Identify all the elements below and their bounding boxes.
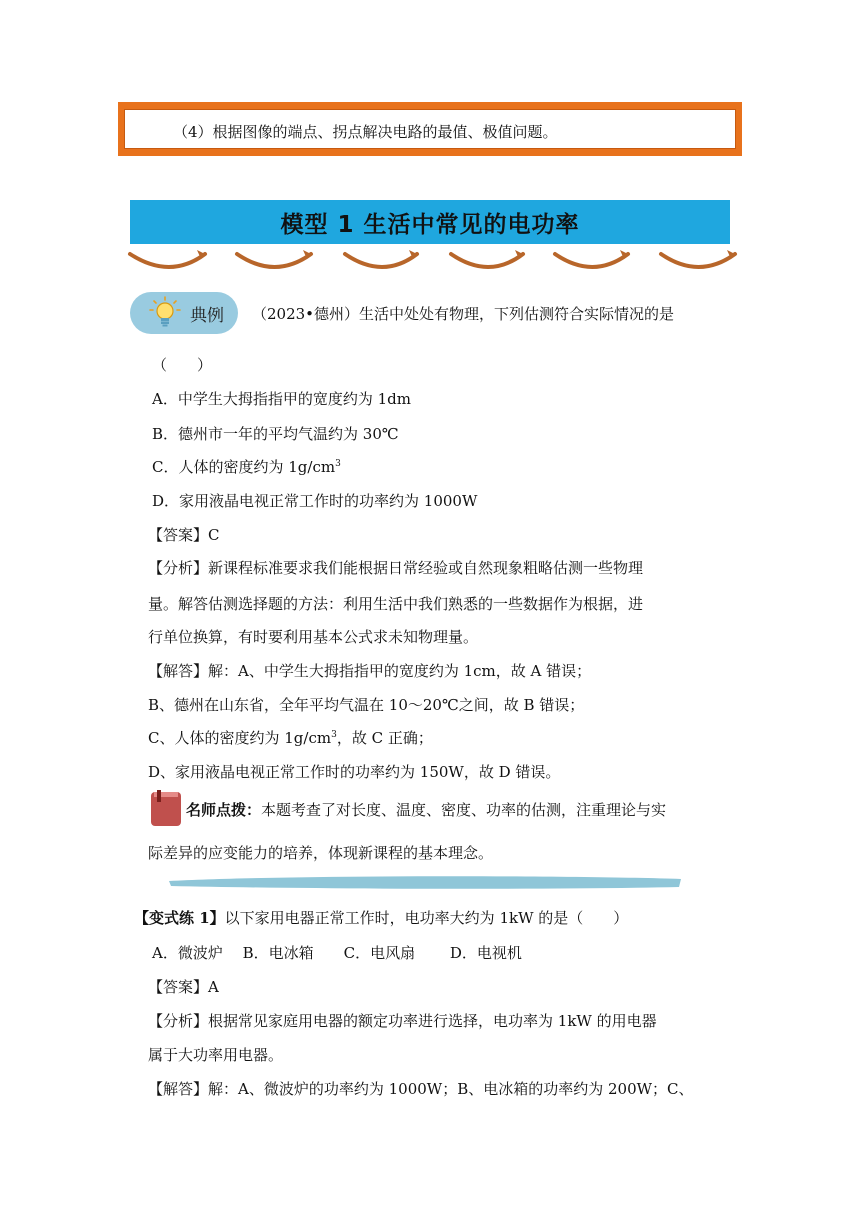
option-d: D．家用液晶电视正常工作时的功率约为 1000W	[152, 492, 478, 510]
analysis-line-1: 【分析】新课程标准要求我们能根据日常经验或自然现象粗略估测一些物理	[148, 559, 644, 577]
variant-options: A．微波炉 B．电冰箱 C．电风扇 D．电视机	[152, 944, 522, 962]
lightbulb-icon	[148, 296, 182, 330]
teacher-tip-line-2: 际差异的应变能力的培养，体现新课程的基本理念。	[148, 844, 494, 862]
option-c: C．人体的密度约为 $1g/cm^3$	[152, 458, 341, 476]
question-line-2: （ ）	[152, 356, 213, 374]
tip-box-inner	[124, 109, 736, 149]
example-tag	[130, 292, 238, 334]
swirl-decoration	[125, 246, 740, 276]
teacher-tip-line-1: 名师点拨：本题考查了对长度、温度、密度、功率的估测，注重理论与实	[186, 801, 667, 819]
book-icon	[150, 790, 182, 828]
solution-line-4: D、家用液晶电视正常工作时的功率约为 150W，故 D 错误。	[148, 763, 561, 781]
variant-answer: 【答案】A	[148, 978, 219, 996]
solution-line-1: 【解答】解：A、中学生大拇指指甲的宽度约为 1cm，故 A 错误；	[148, 662, 592, 680]
example-tag-label: 典例	[190, 306, 224, 326]
variant-analysis-line-1: 【分析】根据常见家庭用电器的额定功率进行选择，电功率为 1kW 的用电器	[148, 1012, 657, 1030]
tip-box	[118, 102, 742, 156]
solution-line-3: C、人体的密度约为 $1g/cm^3$，故 C 正确；	[148, 729, 433, 747]
brush-divider	[165, 872, 685, 892]
option-b: B．德州市一年的平均气温约为 30℃	[152, 425, 399, 443]
solution-line-2: B、德州在山东省，全年平均气温在 10～20℃之间，故 B 错误；	[148, 696, 585, 714]
model-title: 模型 1 生活中常见的电功率	[280, 212, 580, 238]
analysis-line-2: 量。解答估测选择题的方法：利用生活中我们熟悉的一些数据作为根据，进	[148, 595, 644, 613]
answer: 【答案】C	[148, 526, 220, 544]
model-banner	[130, 200, 730, 244]
question-line-1: （2023•德州）生活中处处有物理，下列估测符合实际情况的是	[252, 305, 675, 323]
option-a: A．中学生大拇指指甲的宽度约为 1dm	[152, 390, 411, 408]
variant-solution-line-1: 【解答】解：A、微波炉的功率约为 1000W；B、电冰箱的功率约为 200W；C、	[148, 1080, 694, 1098]
analysis-line-3: 行单位换算，有时要利用基本公式求未知物理量。	[148, 628, 479, 646]
tip-text: （4）根据图像的端点、拐点解决电路的最值、极值问题。	[173, 123, 558, 141]
variant-question: 【变式练 1】以下家用电器正常工作时，电功率大约为 1kW 的是（ ）	[134, 909, 629, 927]
variant-analysis-line-2: 属于大功率用电器。	[148, 1046, 284, 1064]
